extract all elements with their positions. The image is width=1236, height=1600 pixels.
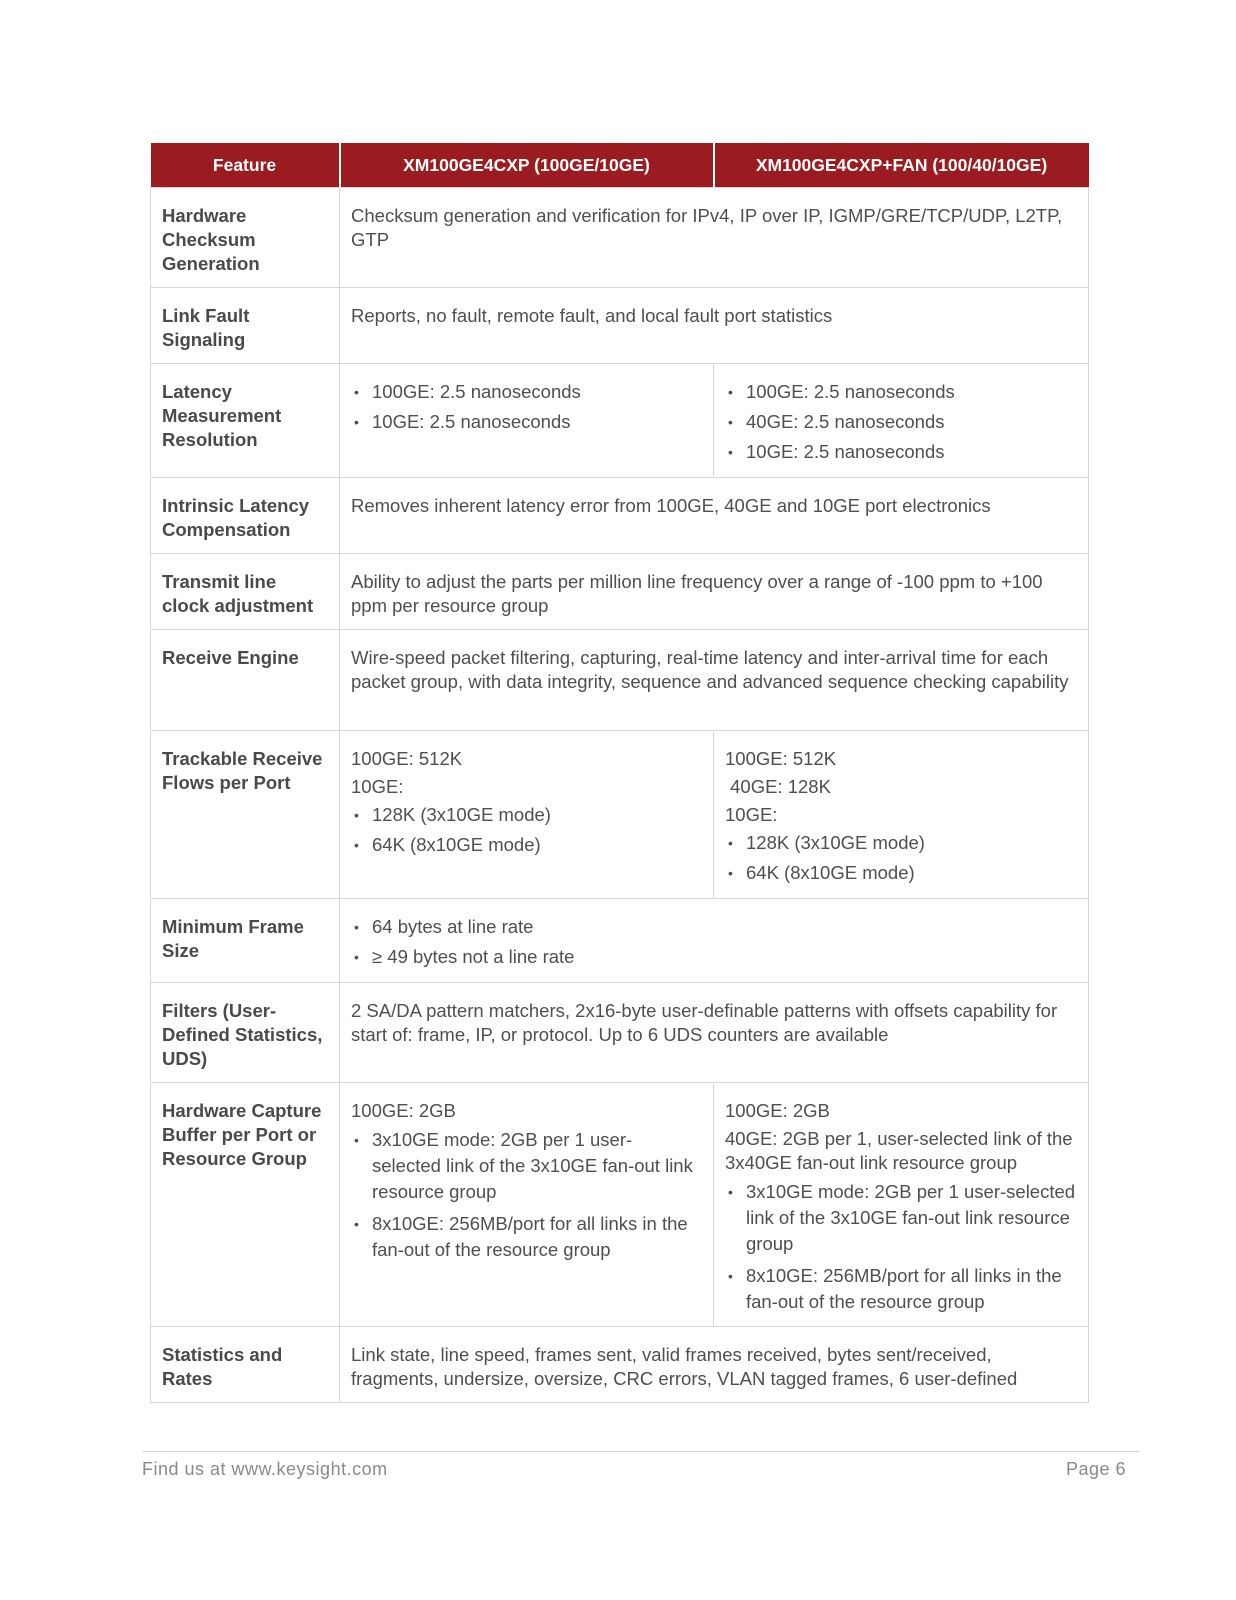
list-item: • 100GE: 2.5 nanoseconds	[725, 380, 1076, 404]
list-item: • 64 bytes at line rate	[351, 915, 1076, 939]
bullet-list	[351, 1127, 701, 1263]
feature-value-col1	[340, 731, 714, 899]
feature-value: 2 SA/DA pattern matchers, 2x16-byte user-definable patterns with offsets capability for start of: frame, IP, or protocol. Up to 6 UDS counters are available	[340, 983, 1089, 1083]
header-model-1: XM100GE4CXP (100GE/10GE)	[340, 143, 714, 188]
page-number: Page 6	[1065, 1459, 1126, 1479]
table-row	[151, 983, 1089, 1083]
list-item: • 10GE: 2.5 nanoseconds	[351, 410, 701, 434]
list-item: • 40GE: 2.5 nanoseconds	[725, 410, 1076, 434]
feature-value: Removes inherent latency error from 100GE, 40GE and 10GE port electronics	[340, 478, 1089, 554]
list-item: • 64K (8x10GE mode)	[725, 861, 1076, 885]
value-line: 10GE:	[351, 776, 404, 797]
feature-label: Trackable Receive Flows per Port	[151, 731, 340, 899]
feature-value-col1	[340, 1083, 714, 1327]
bullet-list	[725, 380, 1076, 464]
footer-website: Find us at www.keysight.com	[142, 1459, 388, 1479]
spec-table	[150, 143, 1089, 1403]
feature-label: Filters (User-Defined Statistics, UDS)	[151, 983, 340, 1083]
bullet-list	[351, 380, 701, 434]
feature-label: Minimum Frame Size	[151, 899, 340, 983]
feature-value: Ability to adjust the parts per million line frequency over a range of -100 ppm to +100 ppm per resource group	[340, 554, 1089, 630]
table-row	[151, 731, 1089, 899]
feature-label: Link Fault Signaling	[151, 288, 340, 364]
bullet-list	[725, 1179, 1076, 1315]
table-row	[151, 554, 1089, 630]
table-row	[151, 364, 1089, 478]
table-header-row	[151, 143, 1089, 188]
table-row	[151, 899, 1089, 983]
bullet-list	[351, 803, 701, 857]
value-line: 100GE: 512K	[351, 748, 463, 769]
list-item: • 64K (8x10GE mode)	[351, 833, 701, 857]
value-line: 100GE: 2GB	[725, 1100, 830, 1121]
feature-label: Statistics and Rates	[151, 1327, 340, 1403]
bullet-list	[351, 915, 1076, 969]
value-line: 10GE:	[725, 804, 778, 825]
feature-value-col2	[714, 1083, 1089, 1327]
list-item: • 100GE: 2.5 nanoseconds	[351, 380, 701, 404]
header-feature: Feature	[151, 143, 340, 188]
list-item: • ≥ 49 bytes not a line rate	[351, 945, 1076, 969]
feature-label: Hardware Checksum Generation	[151, 188, 340, 288]
value-line: 40GE: 2GB per 1, user-selected link of the 3x40GE fan-out link resource group	[725, 1128, 1073, 1173]
feature-value: Link state, line speed, frames sent, valid frames received, bytes sent/received, fragments, undersize, oversize, CRC errors, VLAN tagged frames, 6 user-defined	[340, 1327, 1089, 1403]
value-line: 40GE: 128K	[725, 776, 831, 797]
feature-label: Intrinsic Latency Compensation	[151, 478, 340, 554]
value-line: 100GE: 512K	[725, 748, 837, 769]
list-item: • 3x10GE mode: 2GB per 1 user-selected link of the 3x10GE fan-out link resource group	[351, 1127, 701, 1205]
feature-value: Wire-speed packet filtering, capturing, real-time latency and inter-arrival time for each packet group, with data integrity, sequence and advanced sequence checking capability	[340, 630, 1089, 731]
table-row	[151, 188, 1089, 288]
footer-divider	[142, 1451, 1140, 1452]
feature-label: Hardware Capture Buffer per Port or Resource Group	[151, 1083, 340, 1327]
list-item: • 8x10GE: 256MB/port for all links in the fan-out of the resource group	[725, 1263, 1076, 1315]
list-item: • 3x10GE mode: 2GB per 1 user-selected link of the 3x10GE fan-out link resource group	[725, 1179, 1076, 1257]
feature-value	[340, 899, 1089, 983]
list-item: • 8x10GE: 256MB/port for all links in the fan-out of the resource group	[351, 1211, 701, 1263]
list-item: • 10GE: 2.5 nanoseconds	[725, 440, 1076, 464]
feature-value-col2	[714, 364, 1089, 478]
table-row	[151, 288, 1089, 364]
table-row	[151, 630, 1089, 731]
list-item: • 128K (3x10GE mode)	[351, 803, 701, 827]
table-row	[151, 1083, 1089, 1327]
feature-value-col1	[340, 364, 714, 478]
feature-label: Receive Engine	[151, 630, 340, 731]
value-line: 100GE: 2GB	[351, 1100, 456, 1121]
bullet-list	[725, 831, 1076, 885]
table-row	[151, 1327, 1089, 1403]
feature-value-col2	[714, 731, 1089, 899]
feature-label: Transmit line clock adjustment	[151, 554, 340, 630]
list-item: • 128K (3x10GE mode)	[725, 831, 1076, 855]
feature-value: Checksum generation and verification for IPv4, IP over IP, IGMP/GRE/TCP/UDP, L2TP, GTP	[340, 188, 1089, 288]
table-row	[151, 478, 1089, 554]
feature-label: Latency Measurement Resolution	[151, 364, 340, 478]
feature-value: Reports, no fault, remote fault, and local fault port statistics	[340, 288, 1089, 364]
header-model-2: XM100GE4CXP+FAN (100/40/10GE)	[714, 143, 1089, 188]
